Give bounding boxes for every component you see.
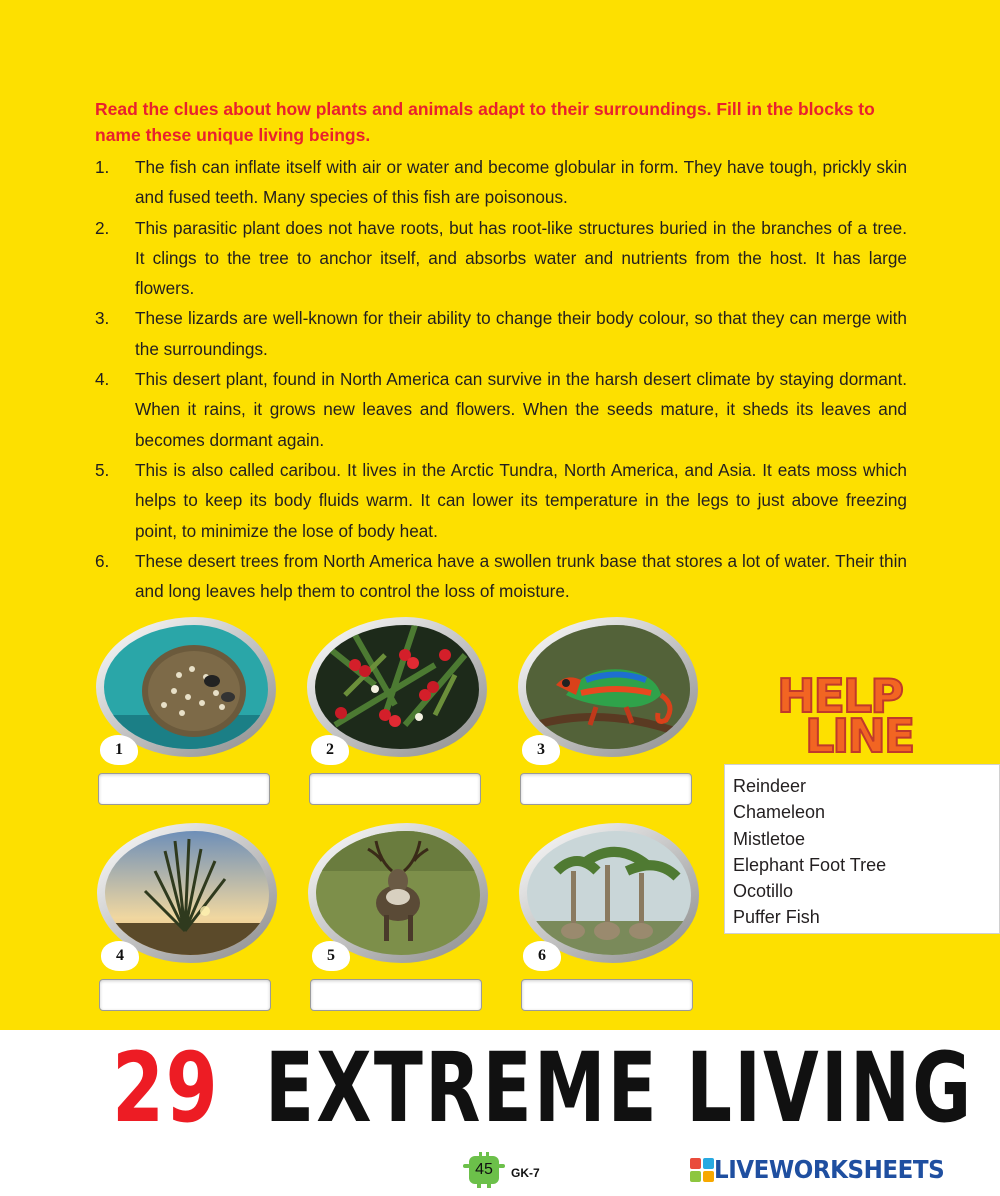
elephant-foot-tree-photo: [527, 831, 691, 955]
picture-card-3: [518, 617, 708, 817]
clue-item: [95, 455, 907, 546]
clue-number: 1.: [95, 157, 110, 177]
answer-box-4[interactable]: [99, 979, 271, 1011]
picture-card-1: [96, 617, 286, 817]
answer-box-5[interactable]: [310, 979, 482, 1011]
card-number-badge: 4: [101, 941, 139, 971]
clue-text: These desert trees from North America have a swollen trunk base that stores a lot of water. Their thin and long leaves help them to control the loss of moisture.: [135, 550, 907, 602]
liveworksheets-wordmark: LIVEWORKSHEETS: [714, 1155, 945, 1184]
helpline-title-line1: HELP: [777, 669, 902, 723]
clue-number: 2.: [95, 217, 110, 238]
clue-item: [95, 152, 907, 213]
puffer-fish-photo: [104, 625, 268, 749]
helpline-word: Ocotillo: [733, 881, 794, 902]
clue-text: This desert plant, found in North America can survive in the harsh desert climate by staying dormant. When it rains, it grows new leaves and flowers. When the seeds mature, it sheds its leaves and becomes dormant again.: [135, 369, 907, 450]
helpline-word: Reindeer: [733, 776, 807, 796]
picture-card-4: [97, 823, 287, 1023]
chapter-heading: [112, 1032, 974, 1144]
picture-card-6: [519, 823, 709, 1023]
clue-item: [95, 364, 907, 455]
clue-list: [95, 152, 907, 606]
helpline-title: [777, 669, 914, 763]
card-number-badge: 3: [522, 735, 560, 765]
clue-item: [95, 213, 907, 304]
helpline-word: Elephant Foot Tree: [733, 854, 887, 875]
picture-card-5: [308, 823, 498, 1023]
answer-box-1[interactable]: [98, 773, 270, 805]
helpline-word: Mistletoe: [733, 828, 806, 849]
page-number: 45: [469, 1156, 499, 1184]
liveworksheets-logo-icon: [690, 1158, 714, 1182]
clue-item: [95, 303, 907, 364]
ocotillo-photo: [105, 831, 269, 955]
clue-text: These lizards are well-known for their ability to change their body colour, so that they can merge with the surroundings.: [135, 308, 907, 359]
card-number-badge: 2: [311, 735, 349, 765]
helpline-word-list: [724, 764, 1000, 934]
page-number-badge: [463, 1152, 505, 1188]
answer-box-6[interactable]: [521, 979, 693, 1011]
card-number-badge: 6: [523, 941, 561, 971]
clue-number: 5.: [95, 459, 110, 480]
reindeer-photo: [316, 831, 480, 955]
instructions: Read the clues about how plants and animals adapt to their surroundings. Fill in the blocks to name these unique living beings.: [95, 99, 875, 145]
clue-number: 4.: [95, 369, 110, 390]
clue-number: 6.: [95, 550, 110, 571]
grade-label: GK-7: [511, 1166, 540, 1180]
clue-text: This parasitic plant does not have roots, but has root-like structures buried in the branches of a tree. It clings to the tree to anchor itself, and absorbs water and nutrients from the host. It has large flowers.: [135, 217, 907, 299]
card-number-badge: 1: [100, 735, 138, 765]
helpline-title-line2: LINE: [805, 709, 914, 763]
answer-box-3[interactable]: [520, 773, 692, 805]
clue-text: This is also called caribou. It lives in the Arctic Tundra, North America, and Asia. It eats moss which helps to keep its body fluids warm. It can lower its temperature in the legs to just above freezing point, to minimize the lose of body heat.: [135, 459, 907, 541]
chapter-title: EXTREME LIVING: [265, 1032, 974, 1144]
chapter-number: 29: [112, 1032, 220, 1144]
card-number-badge: 5: [312, 941, 350, 971]
answer-box-2[interactable]: [309, 773, 481, 805]
clue-number: 3.: [95, 308, 110, 329]
clue-item: [95, 546, 907, 607]
picture-card-2: [307, 617, 497, 817]
mistletoe-photo: [315, 625, 479, 749]
clue-text: The fish can inflate itself with air or water and become globular in form. They have tough, prickly skin and fused teeth. Many species of this fish are poisonous.: [135, 157, 907, 208]
helpline-word: Chameleon: [733, 802, 826, 823]
helpline-word: Puffer Fish: [733, 907, 820, 928]
chameleon-photo: [526, 625, 690, 749]
